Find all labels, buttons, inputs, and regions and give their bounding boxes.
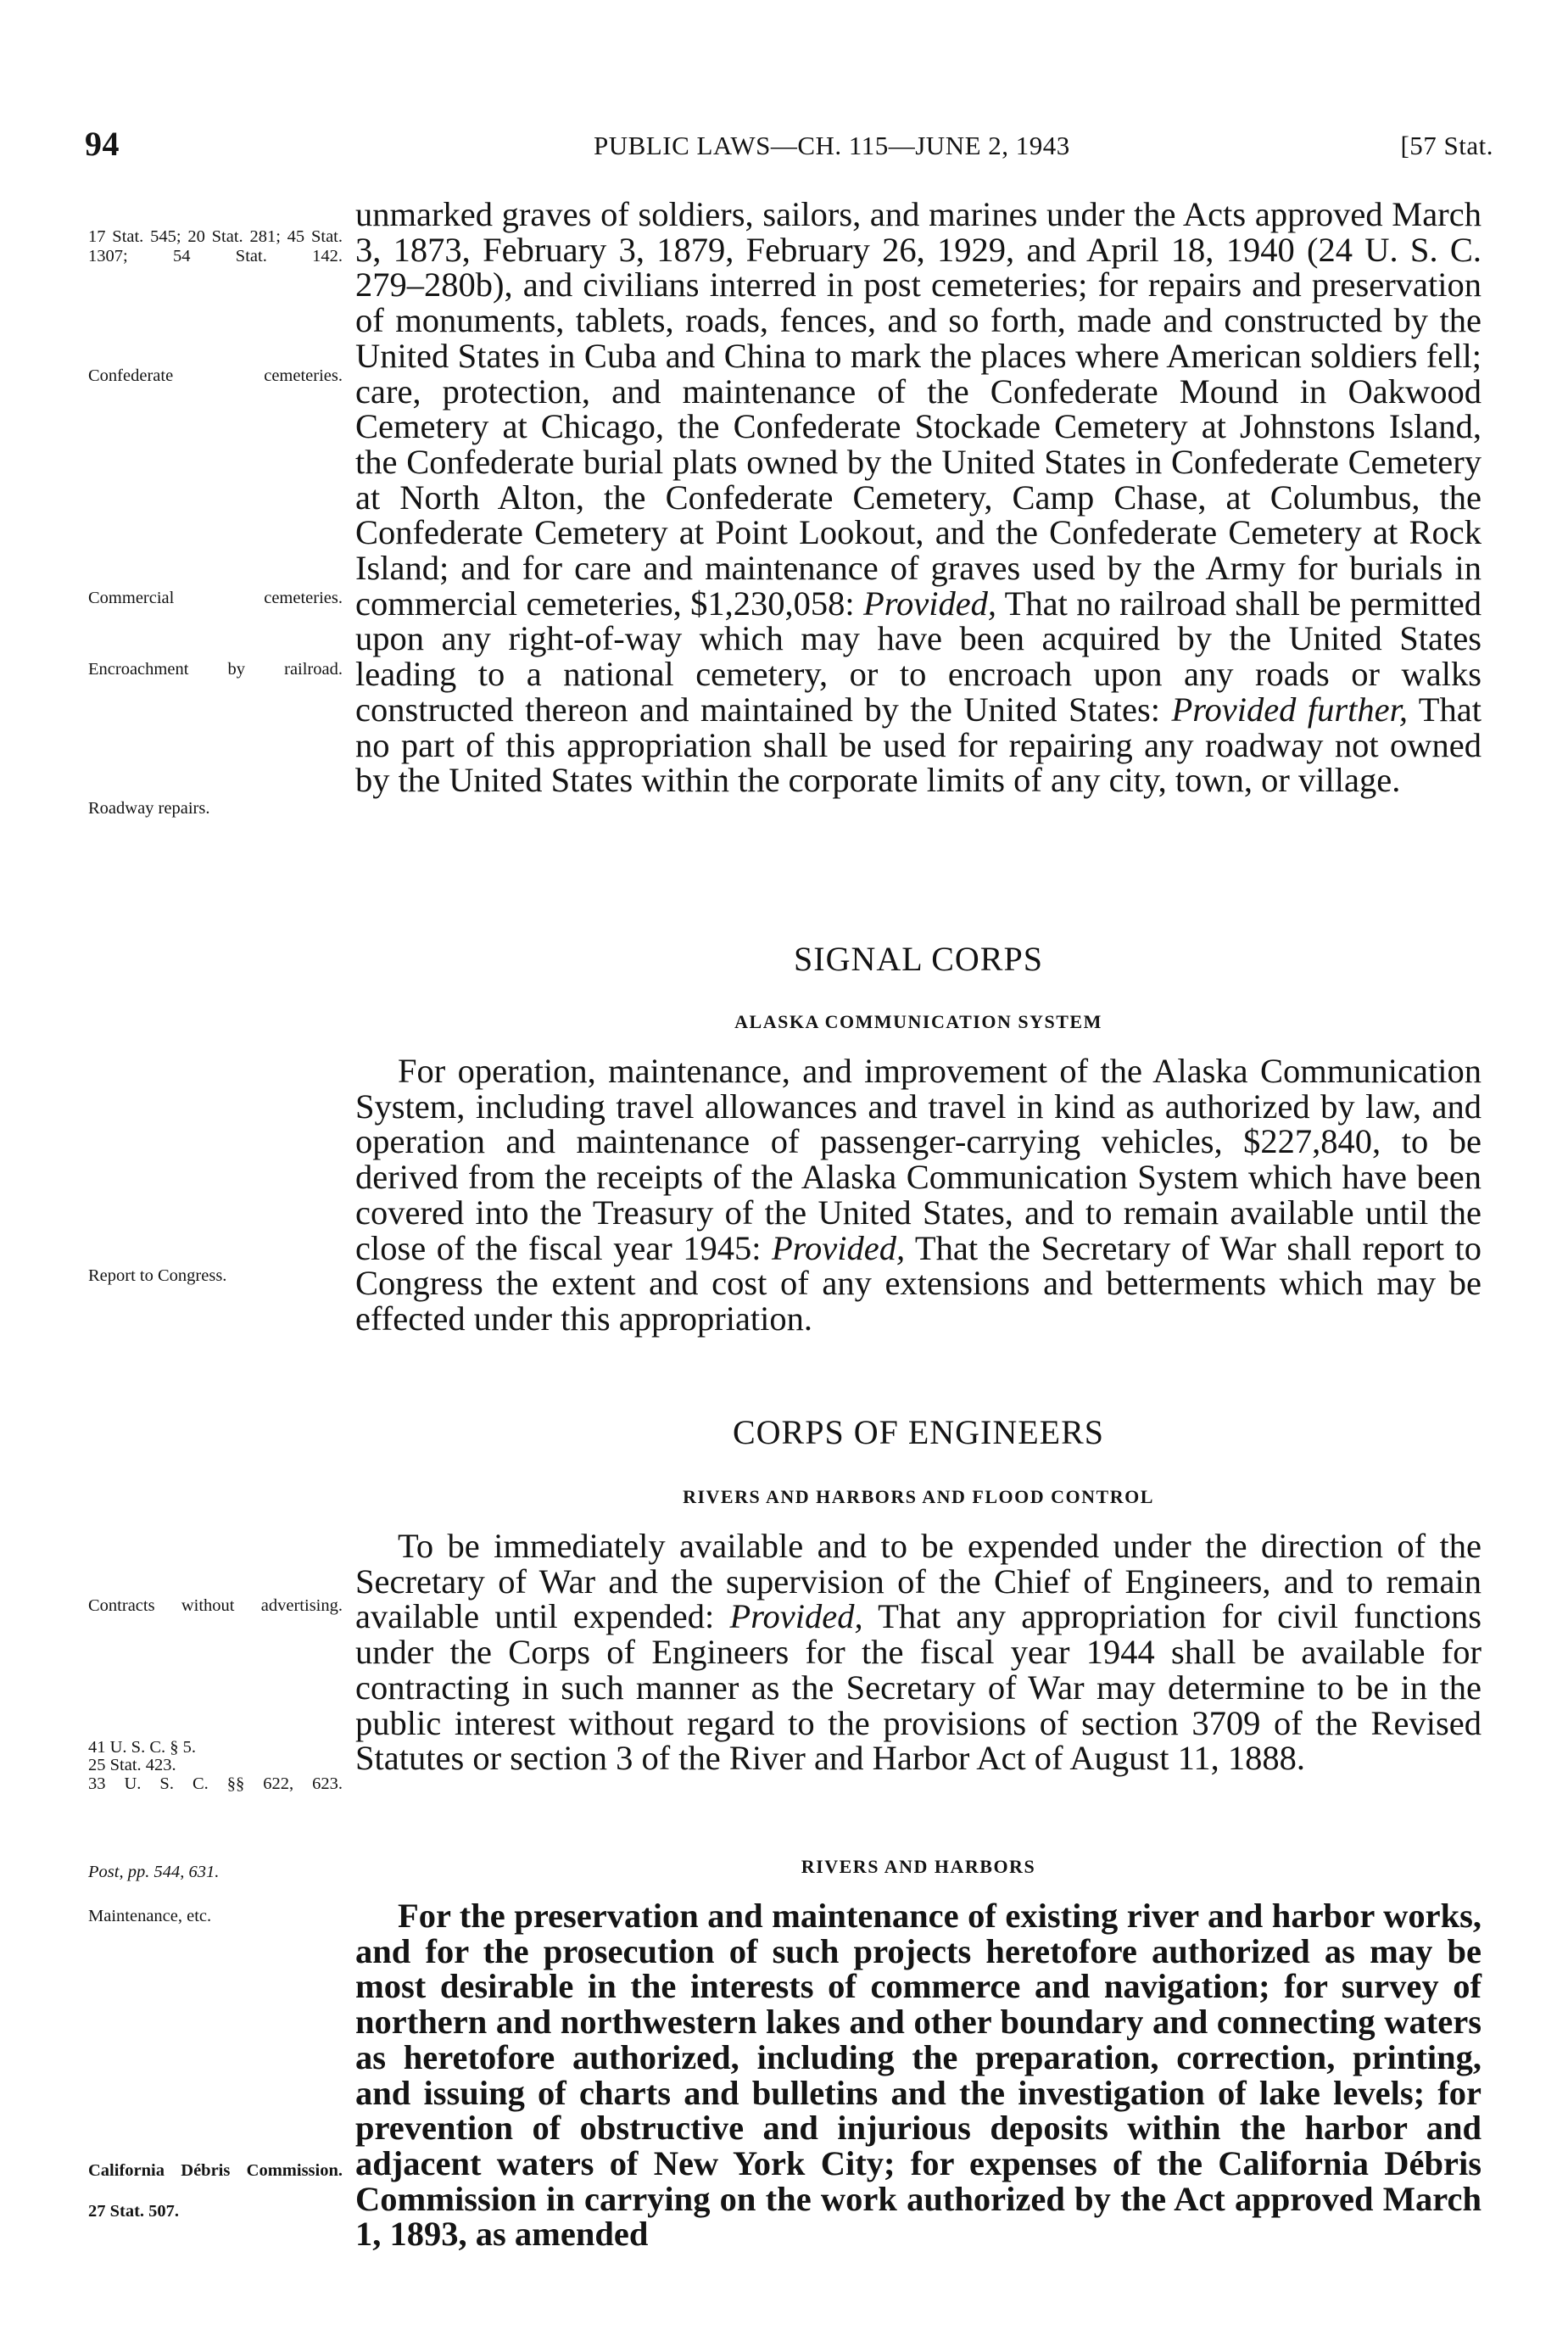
margin-note-statutes: 17 Stat. 545; 20 Stat. 281; 45 Stat. 1307; 54 Stat. 142. — [88, 227, 343, 265]
margin-note-confederate-cemeteries: Confederate cemeteries. — [88, 366, 343, 385]
paragraph-cemeteries-part-a: unmarked graves of soldiers, sailors, and marines under the Acts approved March 3, 1873, February 3, 1879, February 26, 1929, and April 18, 1940 (24 U. S. C. 279–280b), and civilians interred in post cemeteries; for repairs and preservation of monuments, tablets, roads, fences, and so forth, made and constructed by the United States in Cuba and China to mark the places where American soldiers fell; care, protection, and maintenance of the Confederate Mound in Oakwood Cemetery at Chicago, the Confederate Stockade Cemetery at Johnstons Island, the Confederate burial plats owned by the United States in Confederate Cemetery at North Alton, the Confederate Cemetery, Camp Chase, at Columbus, the Confederate Cemetery at Point Lookout, and the Confederate Cemetery at Rock Island; and for care and maintenance of graves used by the Army for burials in commercial cemeteries, $1,230,058: — [355, 195, 1482, 623]
margin-note-maintenance: Maintenance, etc. — [88, 1907, 212, 1925]
page-header — [85, 124, 1493, 166]
paragraph-engineers-part-b: That any appropriation for civil functions under the Corps of Engineers for the fiscal year 1944 shall be available for contracting in such manner as the Secretary of War may determine to be in the public interest without regard to the provisions of section 3709 of the Revised Statutes or section 3 of the River and Harbor Act of August 11, 1888. — [355, 1597, 1482, 1778]
margin-note-stat-507: 27 Stat. 507. — [88, 2202, 180, 2221]
margin-note-report-to-congress: Report to Congress. — [88, 1266, 227, 1285]
margin-note-usc-33: 33 U. S. C. §§ 622, 623. — [88, 1774, 343, 1793]
paragraph-engineers — [355, 1528, 1482, 1776]
heading-alaska-communication: ALASKA COMMUNICATION SYSTEM — [734, 1011, 1102, 1032]
paragraph-cemeteries-part-b: That no railroad shall be permitted upon any right-of-way which may have been acquired by the United States leading to a national cemetery, or to encroach upon any roads or walks constructed thereon and maintained by the United States: — [355, 584, 1482, 729]
heading-rivers-and-harbors: RIVERS AND HARBORS — [801, 1856, 1036, 1877]
margin-note-california-debris: California Débris Commission. — [88, 2161, 343, 2180]
margin-note-stat-423: 25 Stat. 423. — [88, 1756, 176, 1774]
paragraph-cemeteries — [355, 197, 1482, 798]
margin-note-roadway-repairs: Roadway repairs. — [88, 799, 210, 818]
margin-note-encroachment: Encroachment by railroad. — [88, 660, 343, 679]
paragraph-cemeteries-part-c: That no part of this appropriation shall be used for repairing any roadway not owned by the United States within the corporate limits of any city, town, or village. — [355, 690, 1482, 800]
proviso-alaska: Provided, — [772, 1228, 906, 1267]
margin-note-post-text: Post, pp. 544, 631. — [88, 1863, 220, 1881]
paragraph-rivers-harbors-text: For the preservation and maintenance of existing river and harbor works, and for the prosecution of such projects heretofore authorized as may be most desirable in the interests of commerce and navigation; for survey of northern and northwestern lakes and other boundary and connecting waters as heretofore authorized, including the preparation, correction, printing, and issuing of charts and bulletins and the investigation of lake levels; for prevention of obstructive and injurious deposits within the harbor and adjacent waters of New York City; for expenses of the California Débris Commission in carrying on the work authorized by the Act approved March 1, 1893, as amended — [355, 1897, 1482, 2254]
page-number: 94 — [85, 125, 120, 163]
proviso-further: Provided further, — [1171, 690, 1409, 729]
statute-volume-reference: [57 Stat. — [1400, 131, 1493, 160]
margin-note-usc-41: 41 U. S. C. § 5. — [88, 1738, 197, 1757]
proviso-engineers: Provided, — [729, 1597, 863, 1636]
heading-signal-corps: SIGNAL CORPS — [794, 940, 1043, 978]
heading-corps-of-engineers: CORPS OF ENGINEERS — [732, 1413, 1105, 1451]
heading-rivers-flood-control: RIVERS AND HARBORS AND FLOOD CONTROL — [683, 1486, 1154, 1507]
margin-note-commercial-cemeteries: Commercial cemeteries. — [88, 589, 343, 607]
paragraph-alaska-part-b: That the Secretary of War shall report to Congress the extent and cost of any extensions and betterments which may be effected under this appropriation. — [355, 1228, 1482, 1338]
paragraph-engineers-part-a: To be immediately available and to be expended under the direction of the Secretary of War and the supervision of the Chief of Engineers, and to remain available until expended: — [355, 1527, 1482, 1636]
margin-note-contracts: Contracts without advertising. — [88, 1596, 343, 1615]
paragraph-alaska — [355, 1053, 1482, 1337]
paragraph-rivers-harbors — [355, 1898, 1482, 2252]
running-head: PUBLIC LAWS—CH. 115—JUNE 2, 1943 — [594, 131, 1070, 160]
paragraph-alaska-part-a: For operation, maintenance, and improvement of the Alaska Communication System, including travel allowances and travel in kind as authorized by law, and operation and maintenance of passenger-carrying vehicles, $227,840, to be derived from the receipts of the Alaska Communication System which have been covered into the Treasury of the United States, and to remain available until the close of the fiscal year 1945: — [355, 1052, 1482, 1267]
margin-note-post — [88, 1863, 343, 1882]
proviso-1: Provided, — [862, 584, 997, 623]
